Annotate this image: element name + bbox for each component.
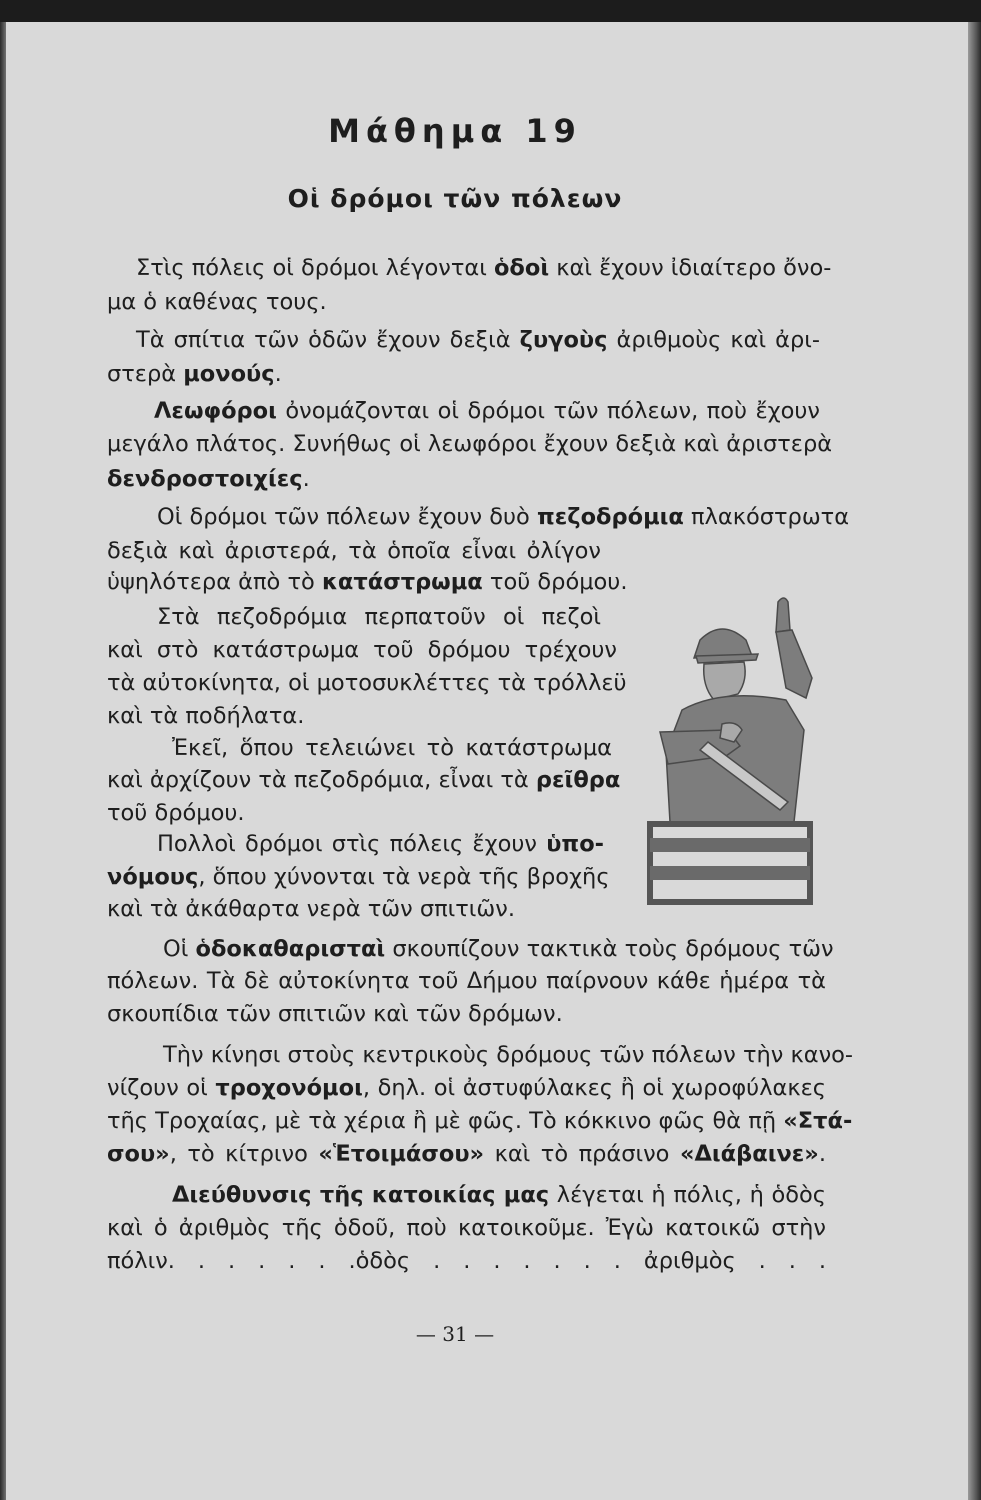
lesson-subtitle: Οἱ δρόμοι τῶν πόλεων: [287, 184, 623, 213]
text-line: τὰ αὐτοκίνητα, οἱ μοτοσυκλέττες τὰ τρόλλεϋ: [107, 670, 627, 696]
text-line: σκουπίδια τῶν σπιτιῶν καὶ τῶν δρόμων.: [107, 1001, 563, 1027]
text-line: τοῦ δρόμου.: [107, 800, 245, 826]
text-line: μεγάλο πλάτος. Συνήθως οἱ λεωφόροι ἔχουν δεξιὰ καὶ ἀριστερὰ: [107, 431, 833, 457]
text-line: σου», τὸ κίτρινο «Ἑτοιμάσου» καὶ τὸ πράσινο «Διάβαινε».: [107, 1141, 826, 1167]
traffic-policeman-illustration: [642, 592, 817, 907]
text-line: Στὰ πεζοδρόμια περπατοῦν οἱ πεζοὶ: [157, 604, 601, 630]
text-line: Διεύθυνσις τῆς κατοικίας μας λέγεται ἡ πόλις, ἡ ὁδὸς: [172, 1182, 826, 1208]
text-line: στερὰ μονούς.: [107, 361, 282, 387]
text-line: μα ὁ καθένας τους.: [107, 289, 327, 315]
text-line: Ἐκεῖ, ὅπου τελειώνει τὸ κατάστρωμα: [172, 735, 612, 761]
text-line: ὑψηλότερα ἀπὸ τὸ κατάστρωμα τοῦ δρόμου.: [107, 569, 628, 595]
text-line: δεξιὰ καὶ ἀριστερά, τὰ ὁποῖα εἶναι ὀλίγον: [107, 538, 601, 564]
text-line: καὶ τὰ ἀκάθαρτα νερὰ τῶν σπιτιῶν.: [107, 896, 515, 922]
text-line: καὶ ἀρχίζουν τὰ πεζοδρόμια, εἶναι τὰ ρεῖθρα: [107, 767, 621, 793]
page-number: — 31 —: [415, 1322, 495, 1346]
text-line: Πολλοὶ δρόμοι στὶς πόλεις ἔχουν ὑπο-: [157, 831, 604, 857]
text-line: Τὰ σπίτια τῶν ὁδῶν ἔχουν δεξιὰ ζυγοὺς ἀριθμοὺς καὶ ἀρι-: [136, 327, 820, 353]
text-line: πόλιν. . . . . . .ὁδὸς . . . . . . . ἀριθμὸς . . .: [107, 1248, 826, 1274]
text-line: τῆς Τροχαίας, μὲ τὰ χέρια ἢ μὲ φῶς. Τὸ κόκκινο φῶς θὰ πῇ «Στά-: [107, 1108, 853, 1134]
text-line: καὶ ὁ ἀριθμὸς τῆς ὁδοῦ, ποὺ κατοικοῦμε. Ἐγὼ κατοικῶ στὴν: [107, 1215, 826, 1241]
text-line: πόλεων. Τὰ δὲ αὐτοκίνητα τοῦ Δήμου παίρνουν κάθε ἡμέρα τὰ: [107, 968, 826, 994]
text-line: καὶ τὰ ποδήλατα.: [107, 703, 305, 729]
text-line: Οἱ ὁδοκαθαρισταὶ σκουπίζουν τακτικὰ τοὺς δρόμους τῶν: [163, 936, 834, 962]
text-line: Τὴν κίνησι στοὺς κεντρικοὺς δρόμους τῶν πόλεων τὴν κανο-: [163, 1042, 854, 1068]
text-line: Στὶς πόλεις οἱ δρόμοι λέγονται ὁδοὶ καὶ ἔχουν ἰδιαίτερο ὄνο-: [136, 255, 832, 281]
text-line: Λεωφόροι ὀνομάζονται οἱ δρόμοι τῶν πόλεων, ποὺ ἔχουν: [154, 398, 820, 424]
text-line: Οἱ δρόμοι τῶν πόλεων ἔχουν δυὸ πεζοδρόμια πλακόστρωτα: [157, 504, 850, 530]
page-edge-right: [968, 22, 981, 1500]
text-line: δενδροστοιχίες.: [107, 466, 310, 492]
lesson-title: Μάθημα 19: [328, 112, 582, 150]
text-line: καὶ στὸ κατάστρωμα τοῦ δρόμου τρέχουν: [107, 637, 617, 663]
text-line: νόμους, ὅπου χύνονται τὰ νερὰ τῆς βροχῆς: [107, 864, 610, 890]
text-line: νίζουν οἱ τροχονόμοι, δηλ. οἱ ἀστυφύλακες ἢ οἱ χωροφύλακες: [107, 1075, 826, 1101]
